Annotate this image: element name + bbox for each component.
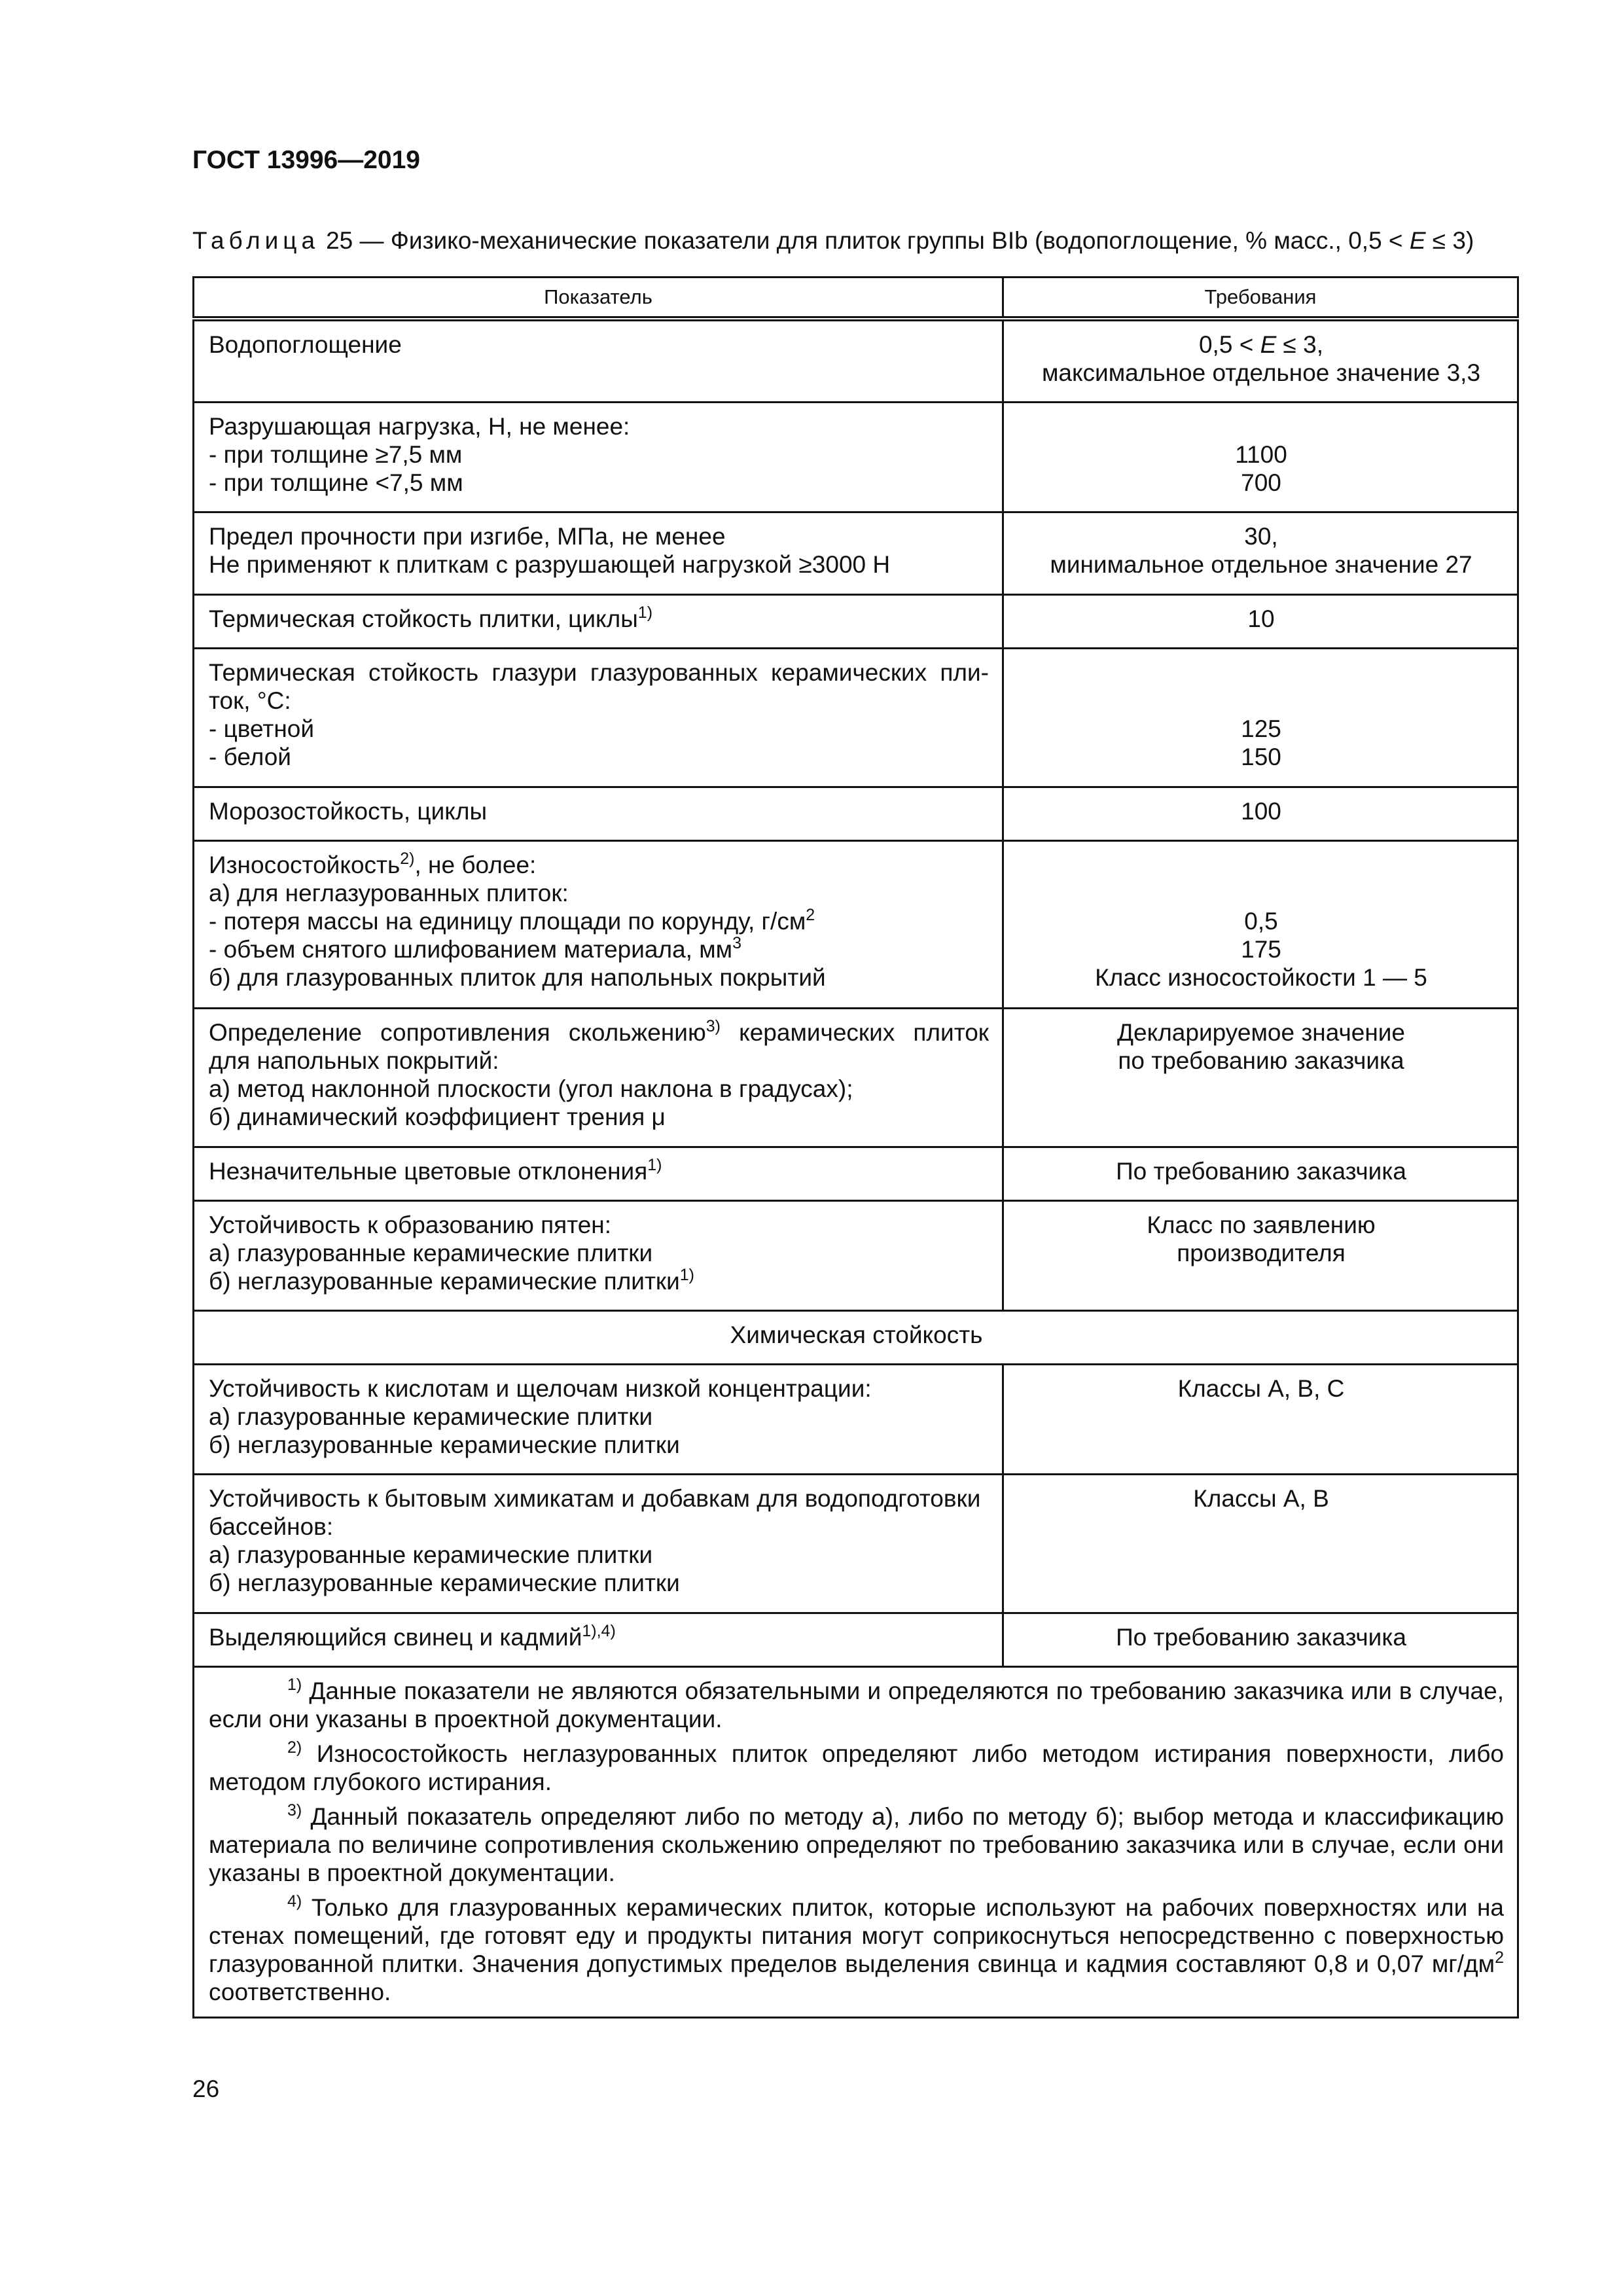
cell-text: ток, °С: [209,687,291,714]
section-heading: Химическая стойкость [194,1310,1518,1364]
footnote-text: Данные показатели не являются обязательными и определяются по требованию заказчика или в случае, если они указаны в проектной документации. [209,1677,1504,1732]
cell-text: Устойчивость к бытовым химикатам и добавкам для водоподготовки [209,1484,981,1512]
cell-text: Класс износостойкости 1 — 5 [1095,963,1427,991]
cell-variable: E [1260,331,1277,358]
cell-text: б) неглазурованные керамические плитки [209,1431,680,1458]
cell-text: - при толщине <7,5 мм [209,469,463,496]
table-row [194,402,1518,512]
requirement-cell [1003,1147,1518,1200]
cell-text: По требованию заказчика [1116,1623,1406,1651]
parameter-cell [194,594,1003,648]
parameter-cell [194,840,1003,1008]
cell-text: максимальное отдельное значение 3,3 [1041,359,1481,386]
table-row [194,1147,1518,1200]
table-notes-row [194,1666,1518,2017]
cell-text: 100 [1241,797,1281,825]
cell-text [209,935,989,963]
table-section-row [194,1310,1518,1364]
table-row [194,1364,1518,1474]
footnote-text: Только для глазурованных керамических плиток, которые используют на рабочих поверхностях или на стенах помещений, где готовят еду и продукты питания могут соприкоснуться непосредственно с поверхностью глазурованной плитки. Значения допустимых пределов выделения свинца и кадмия составляют 0,8 и 0,07 мг/дм [209,1893,1504,1977]
table-row [194,1613,1518,1666]
cell-text [209,907,989,935]
cell-text: Не применяют к плиткам с разрушающей нагрузкой ≥3000 Н [209,550,891,578]
cell-text [1018,331,1504,359]
requirement-cell [1003,1200,1518,1310]
requirement-cell [1003,1364,1518,1474]
cell-text: - белой [209,743,291,770]
parameter-cell [194,402,1003,512]
footnotes-cell [194,1666,1518,2017]
cell-text-part: Определение сопротивления скольжению [209,1018,706,1046]
cell-text: а) глазурованные керамические плитки [209,1403,653,1430]
table-caption-label: Таблица [192,227,320,254]
cell-text [209,1623,989,1651]
cell-text: производителя [1177,1239,1346,1266]
requirement-cell [1003,594,1518,648]
cell-text [209,605,989,633]
parameter-cell [194,648,1003,787]
footnote [209,1803,1504,1887]
footnote [209,1893,1504,2006]
cell-text-part: Термическая стойкость плитки, циклы [209,605,638,632]
cell-text: По требованию заказчика [1116,1157,1406,1185]
cell-text-part: Износостойкость [209,851,401,878]
table-row [194,840,1518,1008]
cell-text [209,851,989,879]
cell-text: 10 [1247,605,1275,632]
parameter-cell [194,1008,1003,1147]
table-caption [192,226,1514,255]
cell-text: 175 [1241,935,1281,963]
requirement-cell [1003,512,1518,594]
table-header-row [194,278,1518,319]
cell-text-part: - объем снятого шлифованием материала, мм [209,935,733,963]
cell-text-part: - потеря массы на единицу площади по корунду, г/см [209,907,806,935]
requirement-cell [1003,1008,1518,1147]
cell-text: - цветной [209,715,315,742]
cell-text-part: б) неглазурованные керамические плитки [209,1267,680,1295]
cell-text: Класс по заявлению [1147,1211,1376,1238]
cell-text: а) для неглазурованных плиток: [209,879,569,906]
footnote-ref: 3) [705,1016,721,1035]
cell-text-part: , не более: [414,851,537,878]
cell-text: 30, [1244,522,1278,550]
footnote-ref: 1),4) [582,1621,616,1640]
cell-text: по требованию заказчика [1118,1047,1404,1074]
parameter-cell [194,512,1003,594]
cell-text: б) для глазурованных плиток для напольных покрытий [209,963,826,991]
cell-text-part: Незначительные цветовые отклонения [209,1157,648,1185]
cell-text: Разрушающая нагрузка, Н, не менее: [209,412,630,440]
cell-text: Декларируемое значение [1116,1018,1406,1046]
column-header-parameter: Показатель [194,278,1003,319]
footnote-ref: 2) [400,849,415,868]
parameter-cell [194,1200,1003,1310]
cell-text: 700 [1241,469,1281,496]
footnote-marker: 3) [287,1801,302,1820]
parameter-cell [194,319,1003,402]
parameter-cell [194,787,1003,840]
cell-text: Водопоглощение [209,331,402,358]
parameter-cell [194,1364,1003,1474]
cell-text: для напольных покрытий: [209,1047,499,1074]
footnote-text: соответственно. [209,1978,391,2005]
table-caption-variable: E [1409,227,1426,254]
requirement-cell [1003,648,1518,787]
parameter-cell [194,1613,1003,1666]
footnote [209,1677,1504,1733]
footnote-text: Износостойкость неглазурованных плиток определяют либо методом истирания поверхности, либо методом глубокого истирания. [209,1740,1504,1795]
table-caption-text: — Физико-механические показатели для плиток группы BIb (водопоглощение, % масс., 0,5 < [359,227,1410,254]
cell-text: 0,5 [1244,907,1278,935]
footnote-ref: 1) [637,603,653,622]
cell-text [209,1018,989,1047]
page-number: 26 [192,2075,220,2102]
cell-text: бассейнов: [209,1513,334,1540]
unit-exponent: 2 [1495,1948,1504,1967]
cell-text: минимальное отдельное значение 27 [1050,550,1472,578]
cell-text-part: 0,5 < [1198,331,1260,358]
table-row [194,787,1518,840]
cell-text: Устойчивость к кислотам и щелочам низкой концентрации: [209,1374,872,1402]
cell-text: б) неглазурованные керамические плитки [209,1569,680,1596]
requirement-cell [1003,319,1518,402]
cell-text: а) метод наклонной плоскости (угол наклона в градусах); [209,1075,853,1102]
document-header: ГОСТ 13996—2019 [192,146,420,174]
cell-text: Морозостойкость, циклы [209,797,488,825]
table-row [194,594,1518,648]
footnote-text: Данный показатель определяют либо по методу а), либо по методу б); выбор метода и классификацию материала по величине сопротивления скольжению определяют по требованию заказчика или в случае, если они указаны в проектной документации. [209,1803,1504,1886]
cell-text: 150 [1241,743,1281,770]
cell-text [209,1157,989,1185]
cell-text: - при толщине ≥7,5 мм [209,440,463,468]
table-row [194,1474,1518,1613]
table-caption-number: 25 [326,227,353,254]
cell-text [209,1267,989,1295]
footnote-marker: 2) [287,1738,302,1757]
cell-text: 1100 [1235,440,1287,468]
footnote [209,1740,1504,1796]
table-row [194,648,1518,787]
requirement-cell [1003,1613,1518,1666]
footnote-ref: 1) [647,1155,662,1174]
requirement-cell [1003,402,1518,512]
requirement-cell [1003,1474,1518,1613]
footnote-ref: 1) [679,1265,694,1284]
unit-exponent: 3 [732,933,741,952]
properties-table [192,276,1519,2018]
cell-text: Классы А, В [1193,1484,1329,1512]
parameter-cell [194,1147,1003,1200]
table-row [194,512,1518,594]
cell-text-part: ≤ 3, [1276,331,1324,358]
footnote-marker: 1) [287,1675,302,1694]
cell-text: Предел прочности при изгибе, МПа, не менее [209,522,726,550]
column-header-requirements: Требования [1003,278,1518,319]
unit-exponent: 2 [806,905,815,924]
cell-text: Классы А, В, С [1177,1374,1345,1402]
cell-text-part: Выделяющийся свинец и кадмий [209,1623,582,1651]
footnote-marker: 4) [287,1892,302,1910]
cell-text: а) глазурованные керамические плитки [209,1239,653,1266]
cell-text: б) динамический коэффициент трения μ [209,1103,666,1130]
cell-text: а) глазурованные керамические плитки [209,1541,653,1568]
table-caption-text-end: ≤ 3) [1425,227,1474,254]
cell-text-part: керамических плиток [720,1018,989,1046]
cell-text: Устойчивость к образованию пятен: [209,1211,612,1238]
requirement-cell [1003,840,1518,1008]
table-row [194,319,1518,402]
table-row [194,1200,1518,1310]
cell-text: 125 [1241,715,1281,742]
cell-text: Термическая стойкость глазури глазурованных керамических пли- [209,658,989,686]
table-row [194,1008,1518,1147]
parameter-cell [194,1474,1003,1613]
requirement-cell [1003,787,1518,840]
